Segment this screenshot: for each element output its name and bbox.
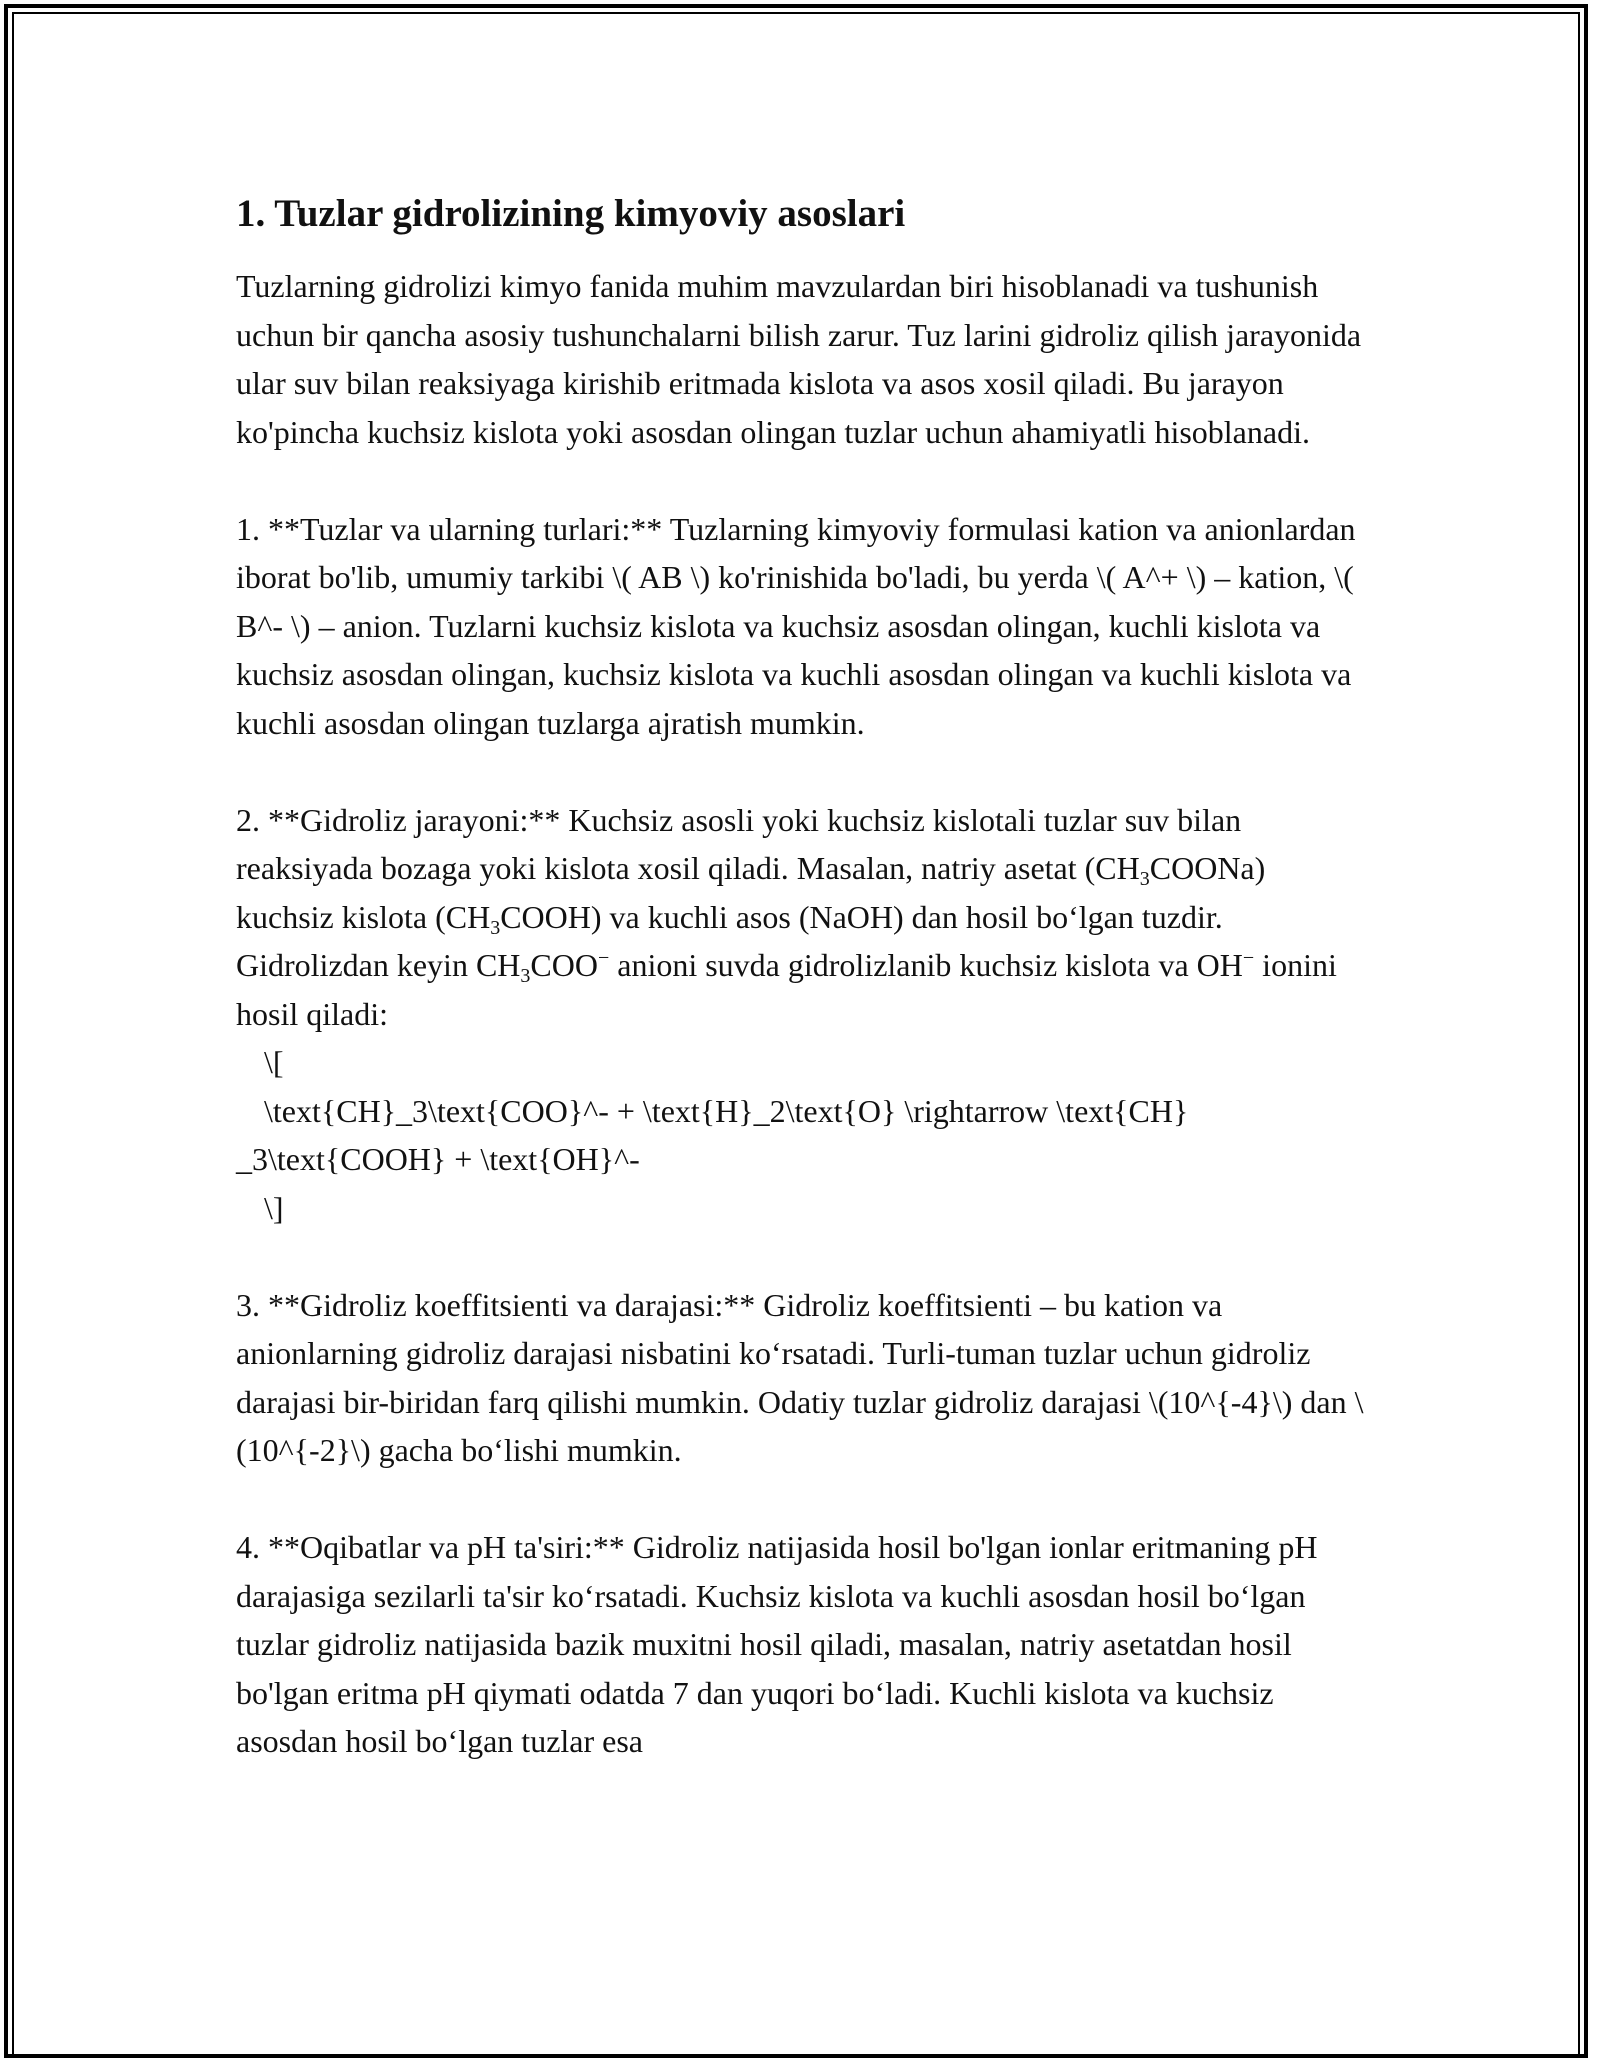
document-body — [236, 188, 1366, 1814]
item-4-paragraph: 4. **Oqibatlar va pH ta'siri:** Gidroliz natijasida hosil bo'lgan ionlar eritmaning pH darajasiga sezilarli ta'sir ko‘rsatadi. Kuchsiz kislota va kuchli asosdan hosil bo‘lgan tuzlar gidroliz natijasida bazik muxitni hosil qiladi, masalan, natriy asetatdan hosil bo'lgan eritma pH qiymati odatda 7 dan yuqori bo‘ladi. Kuchli kislota va kuchsiz asosdan hosil bo‘lgan tuzlar esa — [236, 1529, 1318, 1759]
item-2-text-d: COO — [530, 947, 598, 983]
equation-line-1: \text{CH}_3\text{COO}^- + \text{H}_2\text{O} \rightarrow \text{CH} — [264, 1092, 1189, 1129]
item-2-paragraph — [236, 796, 1366, 1039]
item-3-paragraph: 3. **Gidroliz koeffitsienti va darajasi:** Gidroliz koeffitsienti – bu kation va anionlarning gidroliz darajasi nisbatini ko‘rsatadi. Turli-tuman tuzlar uchun gidroliz darajasi bir-biridan farq qilishi mumkin. Odatiy tuzlar gidroliz darajasi \(10^{-4}\) dan \(10^{-2}\) gacha bo‘lishi mumkin. — [236, 1286, 1364, 1468]
superscript: − — [1242, 947, 1255, 969]
section-heading: 1. Tuzlar gidrolizining kimyoviy asoslari — [236, 192, 906, 235]
item-2-text-b: COONa) kuchsiz kislota (CH — [236, 850, 1266, 935]
intro-paragraph: Tuzlarning gidrolizi kimyo fanida muhim mavzulardan biri hisoblanadi va tushunish uchun bir qancha asosiy tushunchalarni bilish zarur. Tuz larini gidroliz qilish jarayonida ular suv bilan reaksiyaga kirishib eritmada kislota va asos xosil qiladi. Bu jarayon ko'pincha kuchsiz kislota yoki asosdan olingan tuzlar uchun ahamiyatli hisoblanadi. — [236, 268, 1362, 450]
item-1-paragraph: 1. **Tuzlar va ularning turlari:** Tuzlarning kimyoviy formulasi kation va anionlardan iborat bo'lib, umumiy tarkibi \( AB \) ko'rinishida bo'ladi, bu yerda \( A^+ \) – kation, \( B^- \) – anion. Tuzlarni kuchsiz kislota va kuchsiz asosdan olingan, kuchli kislota va kuchsiz asosdan olingan, kuchsiz kislota va kuchli asosdan olingan va kuchli kislota va kuchli asosdan olingan tuzlarga ajratish mumkin. — [236, 510, 1356, 741]
superscript: − — [597, 947, 610, 969]
equation-close: \] — [264, 1189, 284, 1226]
item-2-text-f: ionini hosil qiladi: — [236, 947, 1337, 1032]
equation-line-2: _3\text{COOH} + \text{OH}^- — [236, 1141, 640, 1177]
subscript: 3 — [1139, 868, 1150, 890]
item-2-text-e: anioni suvda gidrolizlanib kuchsiz kislota va OH — [609, 947, 1243, 983]
item-2-text-a: 2. **Gidroliz jarayoni:** Kuchsiz asosli yoki kuchsiz kislotali tuzlar suv bilan reaksiyada bozaga yoki kislota xosil qiladi. Masalan, natriy asetat (CH — [236, 801, 1242, 886]
item-2-text-c: COOH) va kuchli asos (NaOH) dan hosil bo‘lgan tuzdir. Gidrolizdan keyin CH — [236, 898, 1223, 983]
subscript: 3 — [490, 916, 501, 939]
subscript: 3 — [520, 965, 531, 987]
equation-block — [236, 1038, 1366, 1232]
equation-open: \[ — [264, 1044, 284, 1080]
